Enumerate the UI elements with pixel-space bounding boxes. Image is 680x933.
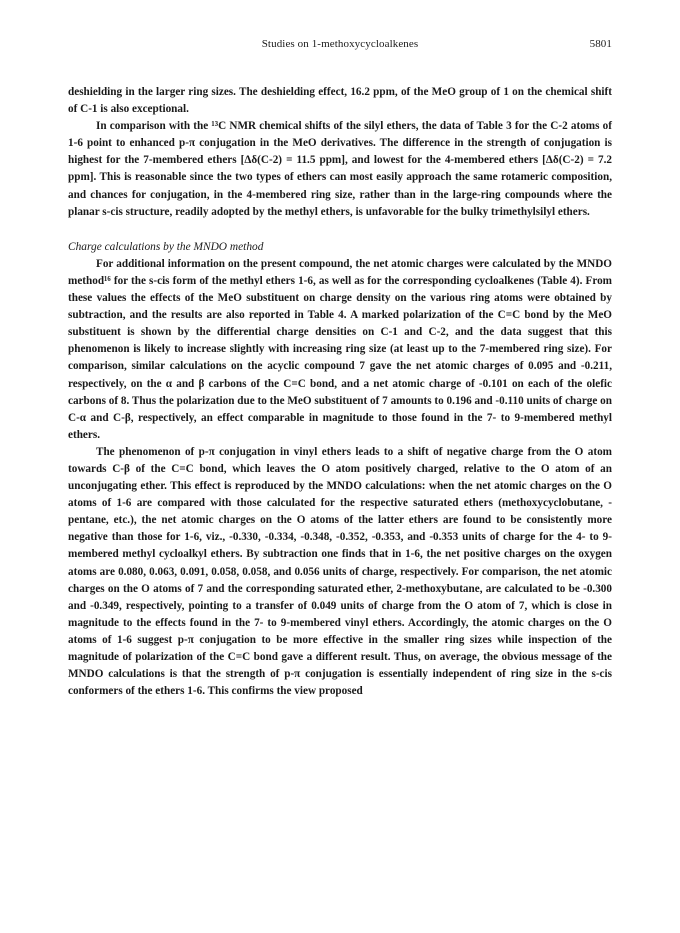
- paragraph-4: The phenomenon of p-π conjugation in vinyl ethers leads to a shift of negative charge from the O atom towards C-β of the C=C bond, which leaves the O atom positively charged, relative to the O atom of an unconjugating ether. This effect is reproduced by the MNDO calculations: when the net atomic charges on the O atoms of 1-6 are compared with those calculated for the respective saturated ethers (methoxycyclobutane, -pentane, etc.), the net atomic charges on the O atoms of the latter ethers are found to be consistently more negative than those for 1-6, viz., -0.330, -0.334, -0.348, -0.352, -0.353, and -0.353 units of charge for the 4- to 9-membered methyl cycloalkyl ethers. By subtraction one finds that in 1-6, the net positive charges on the oxygen atoms are 0.080, 0.063, 0.091, 0.058, 0.058, and 0.056 units of charge, respectively. For comparison, the net atomic charges on the O atoms of 7 and the corresponding saturated ether, 2-methoxybutane, are calculated to be -0.300 and -0.349, respectively, pointing to a transfer of 0.049 units of charge from the O atom of 7, which is close in magnitude to the effects found in the 7- to 9-membered vinyl ethers. Accordingly, the atomic charges on the O atoms of 1-6 suggest p-π conjugation to be more effective in the smaller ring sizes while inspection of the magnitude of polarization of the C=C bond gave a different result. Thus, on average, the obvious message of the MNDO calculations is that the strength of p-π conjugation is essentially independent of ring size in the s-cis conformers of the ethers 1-6. This confirms the view proposed: [68, 445, 612, 698]
- page-number: 5801: [589, 38, 612, 50]
- paragraph-2: In comparison with the ¹³C NMR chemical shifts of the silyl ethers, the data of Table 3 for the C-2 atoms of 1-6 point to enhanced p-π conjugation in the MeO derivatives. The difference in the strength of conjugation is highest for the 7-membered ethers [Δδ(C-2) = 11.5 ppm], and lowest for the 4-membered ethers [Δδ(C-2) = 7.2 ppm]. This is reasonable since the two types of ethers can most easily approach the same rotameric composition, and chances for conjugation, in the 4-membered ring size, rather than in the large-ring compounds where the planar s-cis structure, readily adopted by the methyl ethers, is unfavorable for the bulky trimethylsilyl ethers.: [68, 120, 612, 218]
- running-title: Studies on 1-methoxycycloalkenes: [261, 38, 419, 50]
- paragraph-3: For additional information on the present compound, the net atomic charges were calculated by the MNDO method¹⁶ for the s-cis form of the methyl ethers 1-6, as well as for the corresponding cycloalkenes (Table 4). From these values the effects of the MeO substituent on charge density on the various ring atoms were obtained by subtraction, and the results are also reported in Table 4. A marked polarization of the C=C bond by the MeO substituent is shown by the differential charge densities on C-1 and C-2, and the data suggest that this phenomenon is likely to increase slightly with increasing ring size (at least up to the 7-membered ring size). For comparison, similar calculations on the acyclic compound 7 gave the net atomic charges of 0.095 and -0.211, respectively, on the α and β carbons of the C=C bond, and a net atomic charge of -0.101 on each of the olefic carbons of 8. Thus the polarization due to the MeO substituent of 7 amounts to 0.196 and -0.110 units of charge on C-α and C-β, respectively, an effect comparable in magnitude to those found in the 7- to 9-membered methyl ethers.: [68, 257, 612, 441]
- running-header: [68, 38, 612, 54]
- paragraph-1: deshielding in the larger ring sizes. The deshielding effect, 16.2 ppm, of the MeO group of 1 on the chemical shift of C-1 is also exceptional.: [68, 86, 612, 116]
- body-text: [68, 84, 612, 700]
- section-heading: Charge calculations by the MNDO method: [68, 240, 264, 253]
